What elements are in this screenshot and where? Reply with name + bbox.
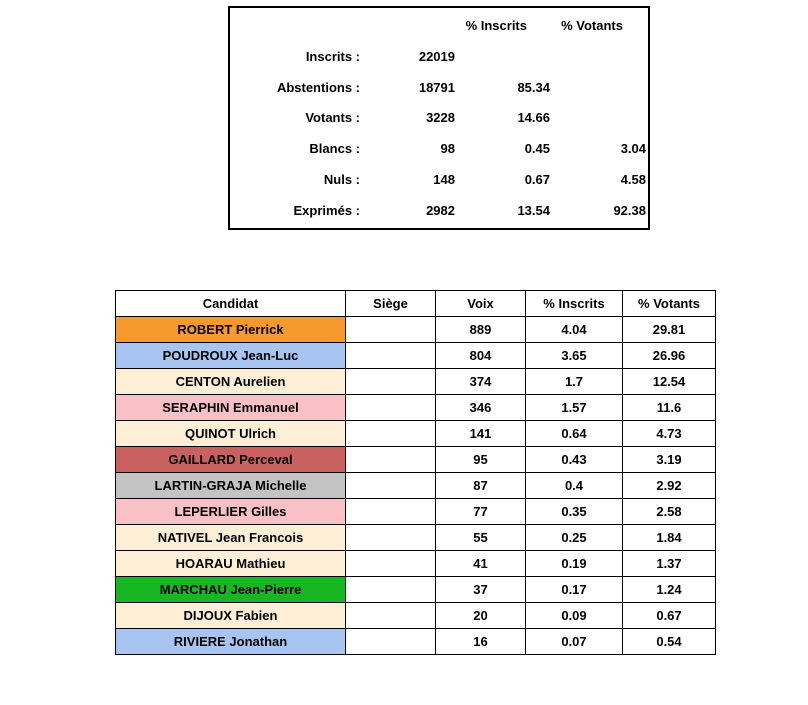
header-pct-inscrits: % Inscrits bbox=[526, 291, 623, 317]
summary-header-pct-inscrits: % Inscrits bbox=[465, 17, 527, 33]
voix-cell: 37 bbox=[436, 577, 526, 603]
summary-value: 2982 bbox=[426, 203, 455, 219]
summary-pct-votants: 3.04 bbox=[620, 141, 646, 157]
voix-cell: 141 bbox=[436, 421, 526, 447]
header-siege: Siège bbox=[346, 291, 436, 317]
siege-cell bbox=[346, 525, 436, 551]
siege-cell bbox=[346, 603, 436, 629]
voix-cell: 889 bbox=[436, 317, 526, 343]
candidate-name-cell: DIJOUX Fabien bbox=[116, 603, 346, 629]
table-row bbox=[116, 317, 716, 343]
candidate-name-cell: RIVIERE Jonathan bbox=[116, 629, 346, 655]
table-row bbox=[116, 447, 716, 473]
header-candidat: Candidat bbox=[116, 291, 346, 317]
summary-pct-votants: 92.38 bbox=[613, 203, 646, 219]
pct-inscrits-cell: 0.07 bbox=[526, 629, 623, 655]
summary-value: 148 bbox=[433, 172, 455, 188]
voix-cell: 87 bbox=[436, 473, 526, 499]
pct-votants-cell: 4.73 bbox=[623, 421, 716, 447]
pct-votants-cell: 0.54 bbox=[623, 629, 716, 655]
summary-label: Exprimés : bbox=[293, 203, 360, 219]
pct-inscrits-cell: 0.09 bbox=[526, 603, 623, 629]
pct-votants-cell: 2.92 bbox=[623, 473, 716, 499]
siege-cell bbox=[346, 629, 436, 655]
candidate-name-cell: SERAPHIN Emmanuel bbox=[116, 395, 346, 421]
summary-pct-inscrits: 0.45 bbox=[524, 141, 550, 157]
summary-header-row bbox=[230, 10, 648, 41]
candidate-name-cell: ROBERT Pierrick bbox=[116, 317, 346, 343]
voix-cell: 77 bbox=[436, 499, 526, 525]
siege-cell bbox=[346, 447, 436, 473]
summary-table bbox=[228, 6, 650, 230]
candidate-name-cell: QUINOT Ulrich bbox=[116, 421, 346, 447]
header-pct-votants: % Votants bbox=[623, 291, 716, 317]
summary-row-votants bbox=[230, 103, 648, 134]
table-row bbox=[116, 603, 716, 629]
siege-cell bbox=[346, 421, 436, 447]
summary-header-pct-votants: % Votants bbox=[561, 17, 623, 33]
summary-row-exprimes bbox=[230, 195, 648, 226]
siege-cell bbox=[346, 499, 436, 525]
summary-pct-votants: 4.58 bbox=[620, 172, 646, 188]
table-row bbox=[116, 499, 716, 525]
summary-pct-inscrits: 14.66 bbox=[517, 110, 550, 126]
candidate-name-cell: NATIVEL Jean Francois bbox=[116, 525, 346, 551]
summary-label: Votants : bbox=[305, 110, 360, 126]
voix-cell: 20 bbox=[436, 603, 526, 629]
summary-row-inscrits bbox=[230, 41, 648, 72]
pct-inscrits-cell: 0.25 bbox=[526, 525, 623, 551]
table-row bbox=[116, 421, 716, 447]
voix-cell: 16 bbox=[436, 629, 526, 655]
pct-inscrits-cell: 3.65 bbox=[526, 343, 623, 369]
pct-votants-cell: 26.96 bbox=[623, 343, 716, 369]
summary-label: Abstentions : bbox=[276, 79, 360, 95]
voix-cell: 41 bbox=[436, 551, 526, 577]
table-row bbox=[116, 473, 716, 499]
pct-votants-cell: 1.24 bbox=[623, 577, 716, 603]
voix-cell: 55 bbox=[436, 525, 526, 551]
candidate-name-cell: LARTIN-GRAJA Michelle bbox=[116, 473, 346, 499]
siege-cell bbox=[346, 551, 436, 577]
pct-inscrits-cell: 1.57 bbox=[526, 395, 623, 421]
summary-row-blancs bbox=[230, 133, 648, 164]
voix-cell: 804 bbox=[436, 343, 526, 369]
summary-pct-inscrits: 13.54 bbox=[517, 203, 550, 219]
candidate-name-cell: MARCHAU Jean-Pierre bbox=[116, 577, 346, 603]
pct-inscrits-cell: 1.7 bbox=[526, 369, 623, 395]
voix-cell: 374 bbox=[436, 369, 526, 395]
pct-votants-cell: 12.54 bbox=[623, 369, 716, 395]
table-row bbox=[116, 577, 716, 603]
summary-row-abstentions bbox=[230, 72, 648, 103]
summary-value: 22019 bbox=[418, 48, 455, 64]
siege-cell bbox=[346, 395, 436, 421]
summary-value: 3228 bbox=[426, 110, 455, 126]
pct-votants-cell: 29.81 bbox=[623, 317, 716, 343]
candidate-name-cell: HOARAU Mathieu bbox=[116, 551, 346, 577]
summary-pct-inscrits: 0.67 bbox=[524, 172, 550, 188]
summary-value: 98 bbox=[440, 141, 455, 157]
table-row bbox=[116, 395, 716, 421]
summary-label: Nuls : bbox=[323, 172, 360, 188]
summary-label: Blancs : bbox=[309, 141, 360, 157]
pct-inscrits-cell: 4.04 bbox=[526, 317, 623, 343]
pct-inscrits-cell: 0.4 bbox=[526, 473, 623, 499]
siege-cell bbox=[346, 317, 436, 343]
pct-votants-cell: 3.19 bbox=[623, 447, 716, 473]
pct-inscrits-cell: 0.64 bbox=[526, 421, 623, 447]
results-header-row bbox=[116, 291, 716, 317]
pct-votants-cell: 2.58 bbox=[623, 499, 716, 525]
pct-votants-cell: 11.6 bbox=[623, 395, 716, 421]
table-row bbox=[116, 369, 716, 395]
summary-label: Inscrits : bbox=[305, 48, 360, 64]
pct-inscrits-cell: 0.43 bbox=[526, 447, 623, 473]
summary-row-nuls bbox=[230, 164, 648, 195]
results-table bbox=[115, 290, 716, 655]
summary-value: 18791 bbox=[418, 79, 455, 95]
siege-cell bbox=[346, 473, 436, 499]
table-row bbox=[116, 629, 716, 655]
siege-cell bbox=[346, 343, 436, 369]
table-row bbox=[116, 343, 716, 369]
voix-cell: 95 bbox=[436, 447, 526, 473]
pct-votants-cell: 1.84 bbox=[623, 525, 716, 551]
table-row bbox=[116, 551, 716, 577]
summary-pct-inscrits: 85.34 bbox=[517, 79, 550, 95]
table-row bbox=[116, 525, 716, 551]
pct-inscrits-cell: 0.19 bbox=[526, 551, 623, 577]
candidate-name-cell: CENTON Aurelien bbox=[116, 369, 346, 395]
pct-inscrits-cell: 0.35 bbox=[526, 499, 623, 525]
pct-inscrits-cell: 0.17 bbox=[526, 577, 623, 603]
candidate-name-cell: LEPERLIER Gilles bbox=[116, 499, 346, 525]
voix-cell: 346 bbox=[436, 395, 526, 421]
pct-votants-cell: 1.37 bbox=[623, 551, 716, 577]
header-voix: Voix bbox=[436, 291, 526, 317]
candidate-name-cell: GAILLARD Perceval bbox=[116, 447, 346, 473]
siege-cell bbox=[346, 577, 436, 603]
siege-cell bbox=[346, 369, 436, 395]
pct-votants-cell: 0.67 bbox=[623, 603, 716, 629]
candidate-name-cell: POUDROUX Jean-Luc bbox=[116, 343, 346, 369]
